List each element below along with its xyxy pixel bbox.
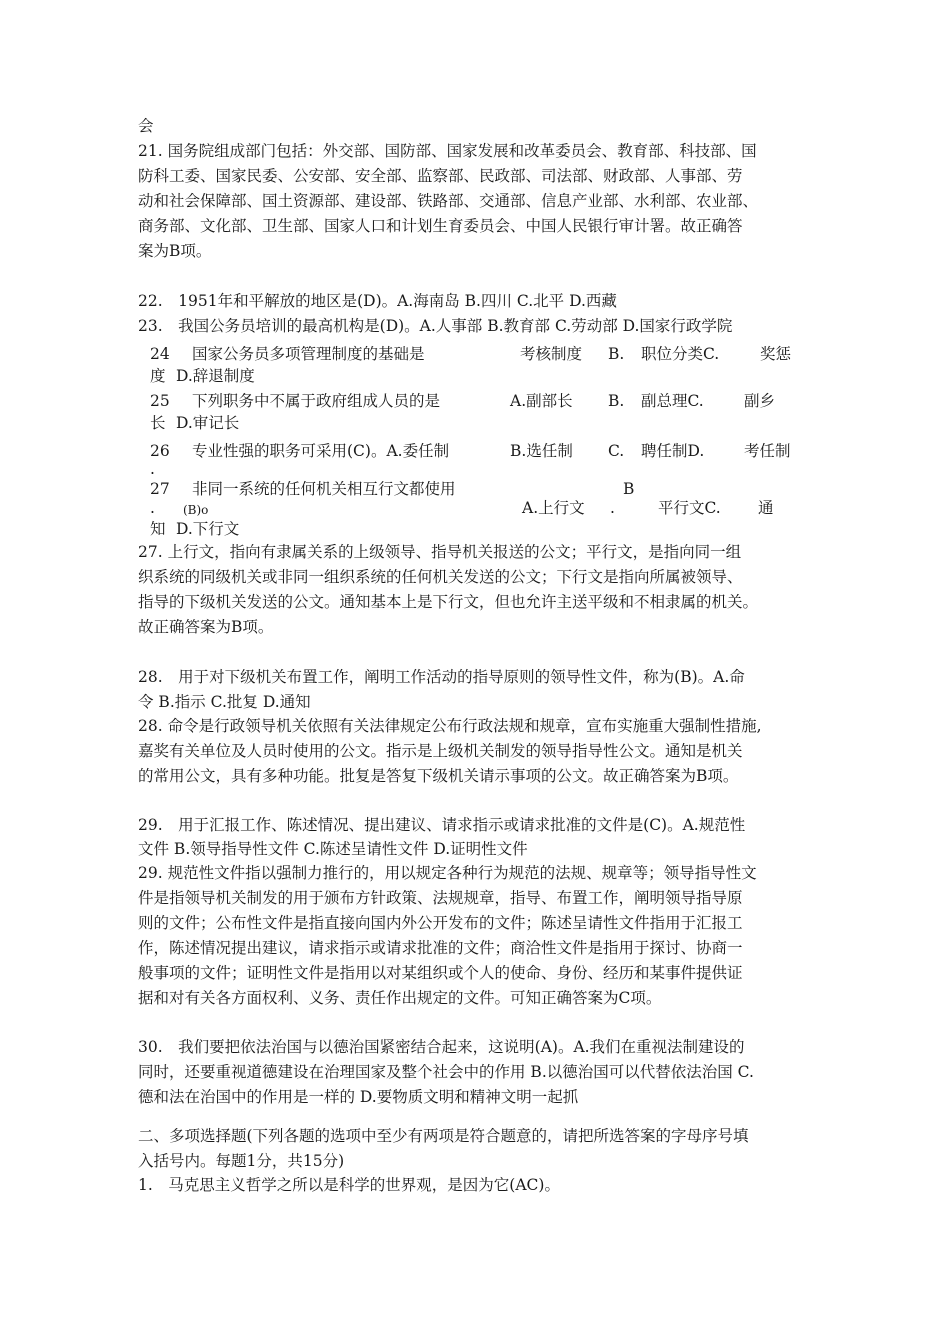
question-29-line-2: 文件 B.领导指导性文件 C.陈述呈请性文件 D.证明性文件 — [138, 840, 528, 858]
section-heading-line-1: 二、多项选择题(下列各题的选项中至少有两项是符合题意的，请把所选答案的字母序号填 — [138, 1127, 749, 1145]
question-number: 27 — [150, 480, 170, 498]
answer-21-line-3: 动和社会保障部、国土资源部、建设部、铁路部、交通部、信息产业部、水利部、农业部、 — [138, 192, 759, 210]
option-text: A.副部长 — [510, 392, 573, 410]
option-text: B.选任制 — [510, 442, 573, 460]
answer-21-line-5: 案为B项。 — [138, 242, 212, 260]
answer-29-line-2: 件是指领导机关制发的用于颁布方针政策、法规规章，指导、布置工作，阐明领导指导原 — [138, 889, 743, 907]
option-label: B — [623, 480, 635, 498]
question-28-line-2: 令 B.指示 C.批复 D.通知 — [138, 693, 311, 711]
option-text: 考核制度 — [520, 345, 583, 363]
answer-28-line-3: 的常用公文，具有多种功能。批复是答复下级机关请示事项的公文。故正确答案为B项。 — [138, 767, 739, 785]
answer-29-line-6: 据和对有关各方面权利、义务、责任作出规定的文件。可知正确答案为C项。 — [138, 989, 662, 1007]
answer-27-line-4: 故正确答案为B项。 — [138, 618, 274, 636]
answer-21-line-1: 21. 国务院组成部门包括：外交部、国防部、国家发展和改革委员会、教育部、科技部、国 — [138, 142, 757, 160]
option-text: 奖惩 — [760, 345, 792, 363]
question-22: 22. 1951年和平解放的地区是(D)。A.海南岛 B.四川 C.北平 D.西藏 — [138, 292, 617, 310]
wrapped-text: 长 — [150, 414, 166, 432]
answer-mark: (B)o — [183, 503, 209, 517]
answer-29-line-1: 29. 规范性文件指以强制力推行的，用以规定各种行为规范的法规、规章等；领导指导性文 — [138, 864, 757, 882]
question-30-line-2: 同时，还要重视道德建设在治理国家及整个社会中的作用 B.以德治国可以代替依法治国 C. — [138, 1063, 754, 1081]
answer-28-line-1: 28. 命令是行政领导机关依照有关法律规定公布行政法规和规章，宣布实施重大强制性措施, — [138, 717, 762, 735]
option-text: 副总理C. — [641, 392, 704, 410]
wrapped-text: 度 — [150, 367, 166, 385]
option-label: B. — [608, 345, 625, 363]
question-number: 25 — [150, 392, 170, 410]
question-text: 非同一系统的任何机关相互行文都使用 — [192, 480, 456, 498]
answer-27-line-1: 27. 上行文，指向有隶属关系的上级领导、指导机关报送的公文；平行文，是指向同一组 — [138, 543, 742, 561]
wrapped-text: 知 — [150, 520, 166, 538]
answer-29-line-3: 则的文件；公布性文件是指直接向国内外公开发布的文件；陈述呈请性文件指用于汇报工 — [138, 914, 743, 932]
option-text: D.下行文 — [176, 520, 240, 538]
question-number: 26 — [150, 442, 170, 460]
answer-21-line-2: 防科工委、国家民委、公安部、安全部、监察部、民政部、司法部、财政部、人事部、劳 — [138, 167, 743, 185]
option-text: 平行文C. — [658, 499, 721, 517]
stray-dot: . — [610, 499, 615, 517]
question-30-line-1: 30. 我们要把依法治国与以德治国紧密结合起来，这说明(A)。A.我们在重视法制建设的 — [138, 1038, 745, 1056]
option-text: 通 — [758, 499, 774, 517]
option-text: A.上行文 — [522, 499, 585, 517]
answer-27-line-2: 织系统的同级机关或非同一组织系统的任何机关发送的公文；下行文是指向所属被领导、 — [138, 568, 743, 586]
question-28-line-1: 28. 用于对下级机关布置工作，阐明工作活动的指导原则的领导性文件，称为(B)。A.命 — [138, 668, 745, 686]
answer-29-line-4: 作，陈述情况提出建议，请求指示或请求批准的文件；商洽性文件是指用于探讨、协商一 — [138, 939, 743, 957]
section-heading-line-2: 入括号内。每题1分，共15分) — [138, 1152, 345, 1170]
answer-28-line-2: 嘉奖有关单位及人员时使用的公文。指示是上级机关制发的领导指导性公文。通知是机关 — [138, 742, 743, 760]
option-text: D.辞退制度 — [176, 367, 255, 385]
option-text: 考任制 — [744, 442, 791, 460]
question-29-line-1: 29. 用于汇报工作、陈述情况、提出建议、请求指示或请求批准的文件是(C)。A.规范性 — [138, 816, 746, 834]
option-label: B. — [608, 392, 625, 410]
option-text: 聘任制D. — [641, 442, 705, 460]
question-23: 23. 我国公务员培训的最高机构是(D)。A.人事部 B.教育部 C.劳动部 D.国家行政学院 — [138, 317, 733, 335]
question-text: 下列职务中不属于政府组成人员的是 — [192, 392, 441, 410]
stray-dot: . — [150, 460, 155, 478]
question-number: 24 — [150, 345, 170, 363]
answer-21-line-4: 商务部、文化部、卫生部、国家人口和计划生育委员会、中国人民银行审计署。故正确答 — [138, 217, 743, 235]
question-text: 专业性强的职务可采用(C)。A.委任制 — [192, 442, 450, 460]
option-text: 副乡 — [744, 392, 776, 410]
question-30-line-3: 德和法在治国中的作用是一样的 D.要物质文明和精神文明一起抓 — [138, 1088, 579, 1106]
answer-29-line-5: 般事项的文件；证明性文件是指用以对某组织或个人的使命、身份、经历和某事件提供证 — [138, 964, 743, 982]
option-text: 职位分类C. — [641, 345, 720, 363]
option-text: D.审记长 — [176, 414, 240, 432]
stray-dot: . — [150, 499, 155, 517]
multi-question-1: 1. 马克思主义哲学之所以是科学的世界观，是因为它(AC)。 — [138, 1176, 560, 1194]
option-label: C. — [608, 442, 625, 460]
answer-27-line-3: 指导的下级机关发送的公文。通知基本上是下行文，但也允许主送平级和不相隶属的机关。 — [138, 593, 759, 611]
text-line: 会 — [138, 117, 154, 135]
question-text: 国家公务员多项管理制度的基础是 — [192, 345, 425, 363]
